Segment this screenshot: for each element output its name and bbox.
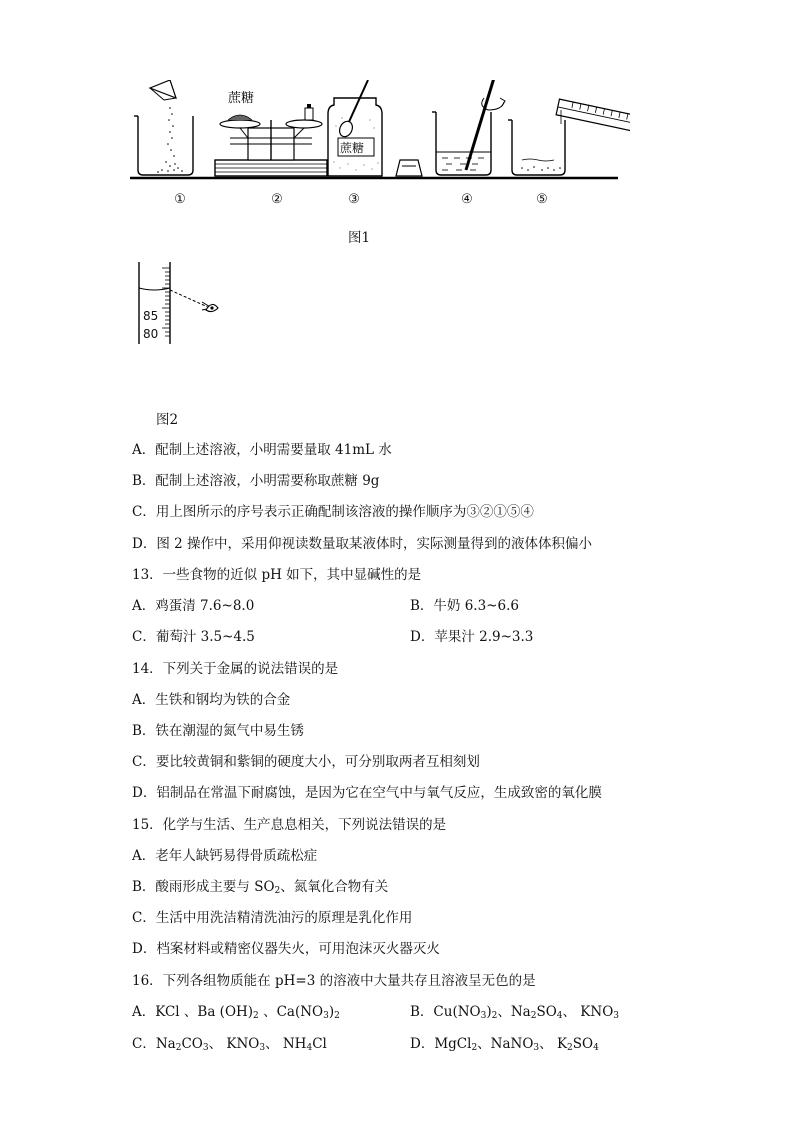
q14-option-a: A．生铁和钢均为铁的合金 — [132, 692, 291, 708]
q16-option-a: A．KCl 、Ba $(OH)_2$ 、$Ca(NO_3)_2$ — [132, 1004, 340, 1021]
figure1-caption: 图1 — [348, 230, 371, 246]
figure1-sugar-label-pan: 蔗糖 — [228, 91, 255, 106]
figure2-tick-85: 85 — [143, 309, 159, 323]
q12-option-d: D．图 2 操作中，采用仰视读数量取某液体时，实际测量得到的液体体积偏小 — [132, 536, 592, 552]
figure1-step-number-1: ① — [174, 192, 186, 207]
q13-option-d: D．苹果汁 2.9~3.3 — [410, 629, 534, 645]
q14-option-c: C．要比较黄铜和紫铜的硬度大小，可分别取两者互相刻划 — [132, 754, 480, 770]
q14-option-b: B．铁在潮湿的氮气中易生锈 — [132, 723, 304, 739]
step4-stirring-beaker-icon — [432, 80, 505, 175]
q14-option-d: D．铝制品在常温下耐腐蚀，是因为它在空气中与氧气反应，生成致密的氧化膜 — [132, 785, 602, 801]
q16-option-c: C．$Na_2CO_3$、 $KNO_3$、 $NH_4Cl$ — [132, 1036, 327, 1053]
q16-stem: 16．下列各组物质能在 pH=3 的溶液中大量共存且溶液呈无色的是 — [132, 973, 536, 989]
figure1-step-number-5: ⑤ — [536, 192, 548, 207]
q15-option-d: D．档案材料或精密仪器失火，可用泡沫灭火器灭火 — [132, 941, 440, 957]
figure1-sugar-label-jar: 蔗糖 — [340, 141, 365, 155]
q13-stem: 13．一些食物的近似 pH 如下，其中显碱性的是 — [132, 567, 422, 583]
q15-stem: 15．化学与生活、生产息息相关，下列说法错误的是 — [132, 817, 447, 833]
figure1-step-number-2: ② — [271, 192, 283, 207]
step2-balance-icon — [215, 104, 327, 176]
q16-option-d: D．MgCl$_2$、NaNO$_3$、 $K_2SO_4$ — [410, 1036, 599, 1053]
step3-sugar-jar-icon — [328, 80, 422, 176]
figure2-tick-80: 80 — [143, 327, 159, 341]
q15-option-b: B．酸雨形成主要与 $SO_2$、氮氧化合物有关 — [132, 879, 389, 896]
q12-option-c: C．用上图所示的序号表示正确配制该溶液的操作顺序为③②①⑤④ — [132, 504, 534, 520]
figure1-step-number-3: ③ — [348, 192, 360, 207]
q13-option-a: A．鸡蛋清 7.6~8.0 — [132, 598, 255, 614]
q15-option-a: A．老年人缺钙易得骨质疏松症 — [132, 848, 318, 864]
figure2-caption: 图2 — [156, 412, 179, 428]
q13-option-c: C．葡萄汁 3.5~4.5 — [132, 629, 255, 645]
figure-1-illustration — [130, 80, 630, 185]
q15-option-c: C．生活中用洗洁精清洗油污的原理是乳化作用 — [132, 910, 413, 926]
q12-option-a: A．配制上述溶液，小明需要量取 41mL 水 — [132, 442, 392, 458]
q14-stem: 14．下列关于金属的说法错误的是 — [132, 661, 339, 677]
step1-pouring-sugar-icon — [134, 80, 193, 175]
q16-option-b: B．$Cu(NO_3)_2$、$Na_2SO_4$、 $KNO_3$ — [410, 1004, 620, 1021]
figure1-step-number-4: ④ — [461, 192, 473, 207]
q12-option-b: B．配制上述溶液，小明需要称取蔗糖 9g — [132, 473, 380, 489]
step5-pouring-water-icon — [508, 93, 630, 175]
q13-option-b: B．牛奶 6.3~6.6 — [410, 598, 519, 614]
